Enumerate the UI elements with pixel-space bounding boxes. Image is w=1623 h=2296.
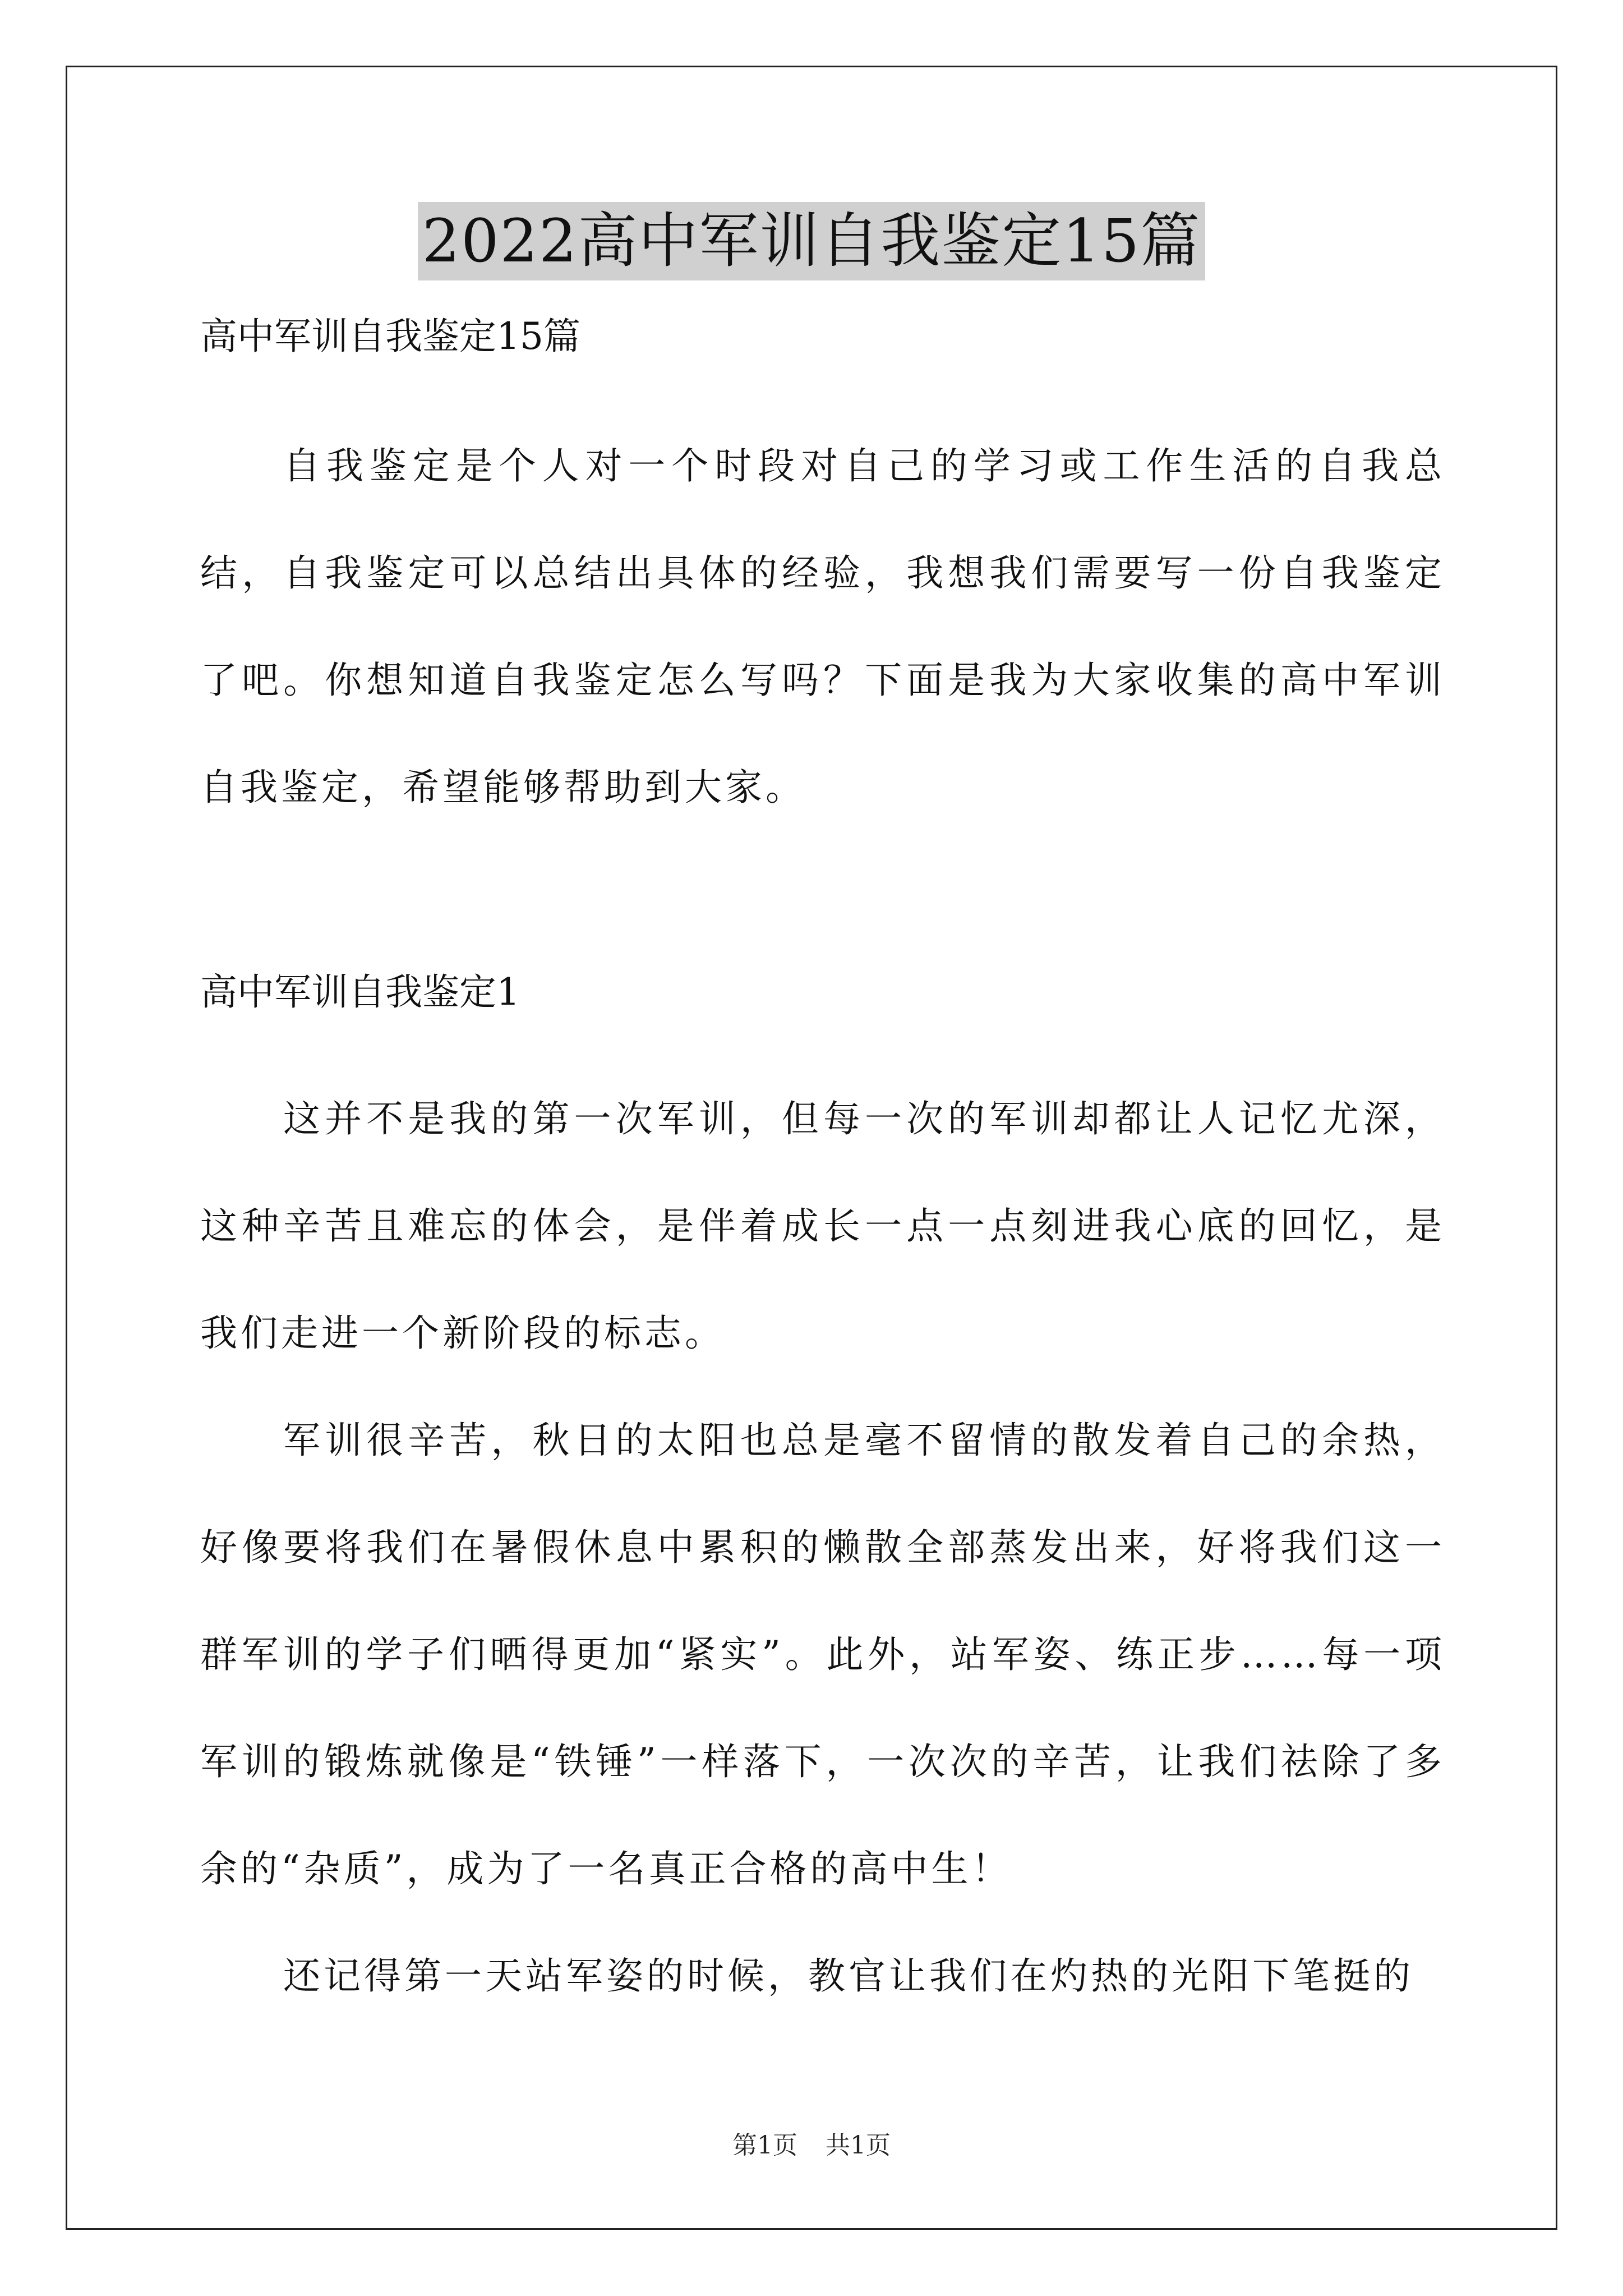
title-wrap	[0, 202, 1623, 280]
page-number: 第1页	[732, 2131, 797, 2160]
intro-paragraph: 自我鉴定是个人对一个时段对自己的学习或工作生活的自我总结，自我鉴定可以总结出具体的经验，我想我们需要写一份自我鉴定了吧。你想知道自我鉴定怎么写吗？下面是我为大家收集的高中军训自我鉴定，希望能够帮助到大家。	[200, 444, 1445, 809]
section-paragraph: 这并不是我的第一次军训，但每一次的军训却都让人记忆尤深，这种辛苦且难忘的体会，是伴着成长一点一点刻进我心底的回忆，是我们走进一个新阶段的标志。	[200, 1097, 1445, 1355]
section-heading: 高中军训自我鉴定1	[200, 970, 520, 1014]
section-paragraph: 军训很辛苦，秋日的太阳也总是毫不留情的散发着自己的余热，好像要将我们在暑假休息中累积的懒散全部蒸发出来，好将我们这一群军训的学子们晒得更加“紧实”。此外，站军姿、练正步……每一项军训的锻炼就像是“铁锤”一样落下，一次次的辛苦，让我们祛除了多余的“杂质”，成为了一名真正合格的高中生！	[200, 1419, 1445, 1890]
document-body	[200, 303, 1445, 2030]
page-footer	[0, 2129, 1623, 2162]
page-total: 共1页	[826, 2131, 891, 2160]
document-title: 2022高中军训自我鉴定15篇	[418, 202, 1206, 280]
section-paragraph: 还记得第一天站军姿的时候，教官让我们在灼热的光阳下笔挺的	[283, 1954, 1414, 1998]
document-subtitle: 高中军训自我鉴定15篇	[200, 315, 580, 358]
